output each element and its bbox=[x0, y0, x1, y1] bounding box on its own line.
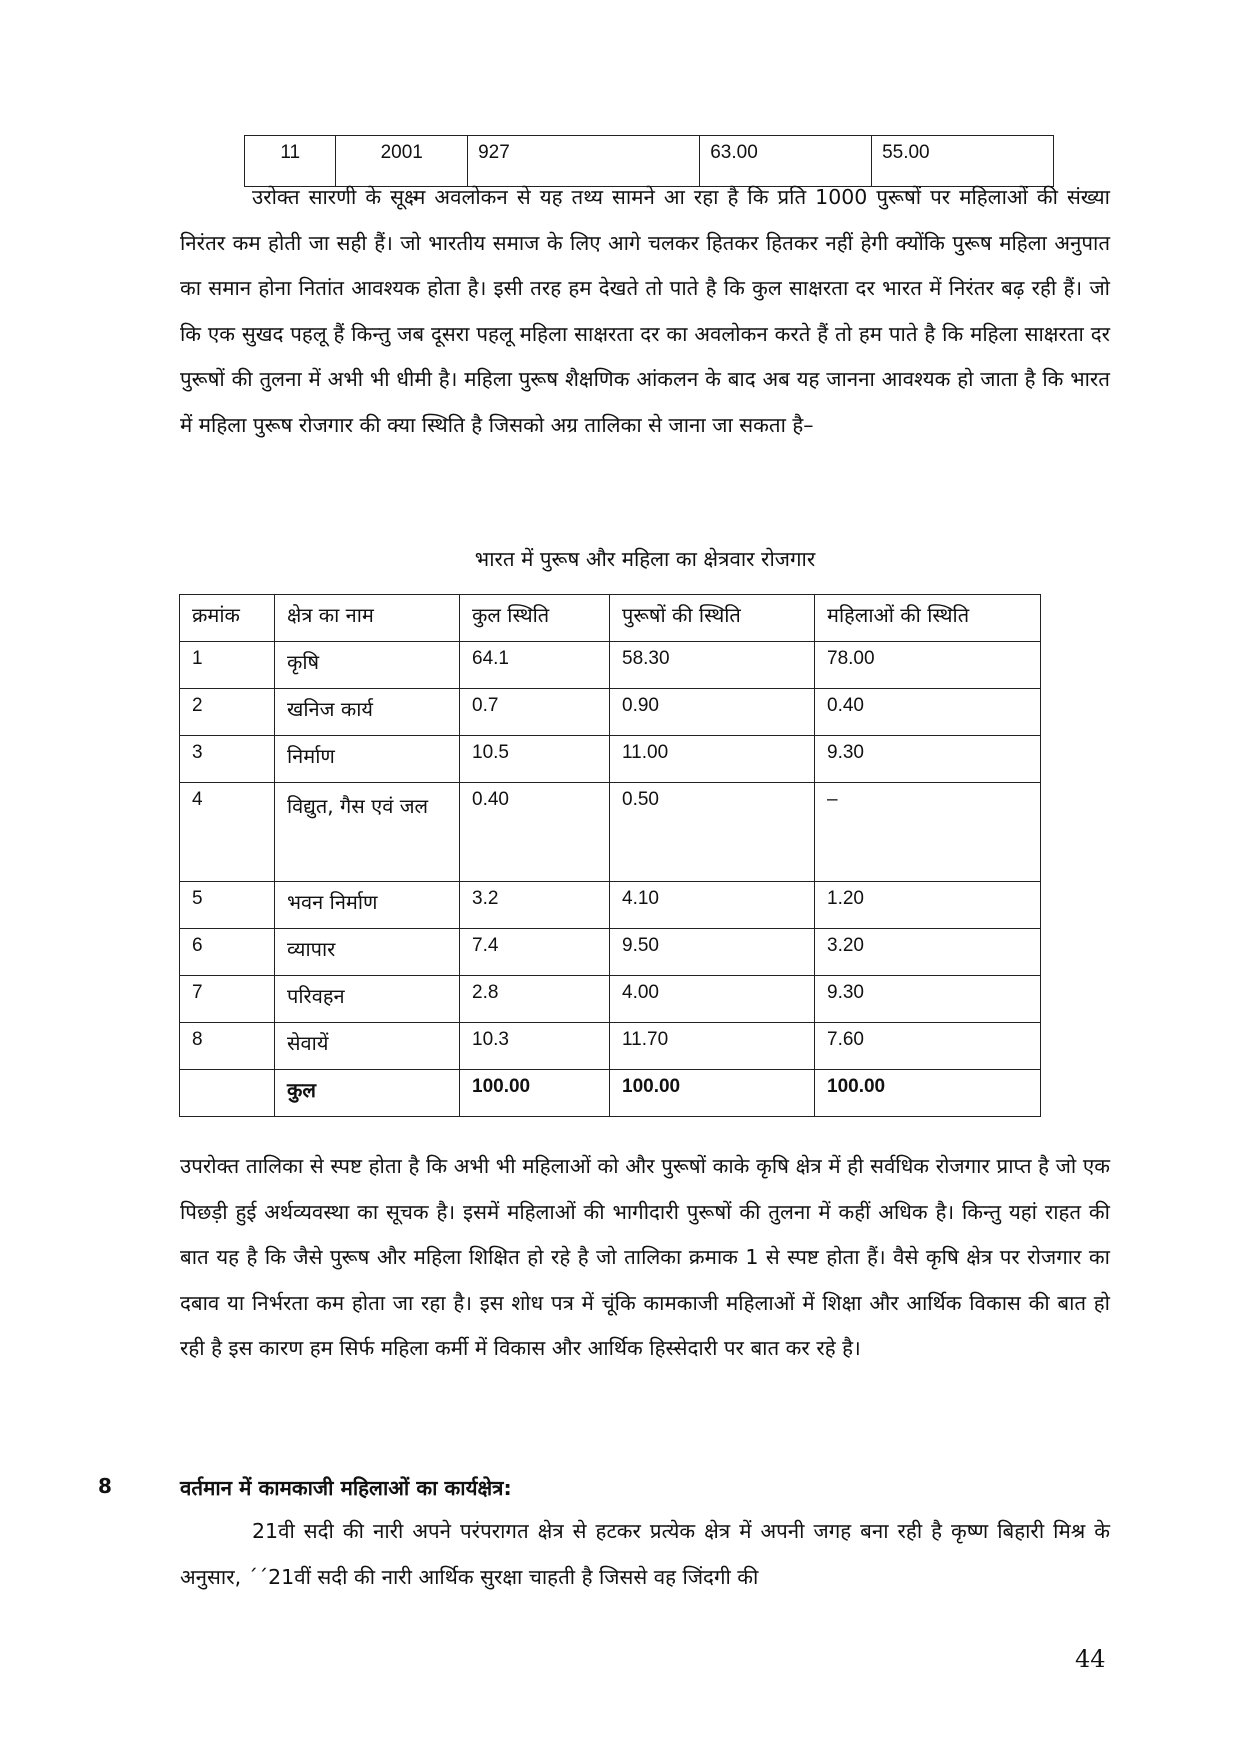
table-cell: 4.10 bbox=[610, 882, 815, 929]
table-cell: 0.40 bbox=[460, 783, 610, 882]
table-cell: 0.90 bbox=[610, 689, 815, 736]
table-cell: 100.00 bbox=[460, 1070, 610, 1117]
section-heading: वर्तमान में कामकाजी महिलाओं का कार्यक्षेत्र: bbox=[180, 1476, 512, 1500]
table-row bbox=[180, 783, 1041, 882]
table-cell: 7.60 bbox=[815, 1023, 1041, 1070]
table-cell: 100.00 bbox=[610, 1070, 815, 1117]
table-cell bbox=[180, 1070, 275, 1117]
table-caption: भारत में पुरूष और महिला का क्षेत्रवार रोजगार bbox=[474, 547, 816, 571]
page-number: 44 bbox=[1075, 1645, 1106, 1673]
table-row bbox=[180, 642, 1041, 689]
table-cell: 64.1 bbox=[460, 642, 610, 689]
table-cell: 11.00 bbox=[610, 736, 815, 783]
column-header: क्रमांक bbox=[180, 595, 275, 642]
table-cell: 78.00 bbox=[815, 642, 1041, 689]
table-cell: 7.4 bbox=[460, 929, 610, 976]
table-cell: 5 bbox=[180, 882, 275, 929]
table-cell: 1 bbox=[180, 642, 275, 689]
column-header: क्षेत्र का नाम bbox=[275, 595, 460, 642]
table-cell: 58.30 bbox=[610, 642, 815, 689]
column-header: पुरूषों की स्थिति bbox=[610, 595, 815, 642]
table-cell: 3.2 bbox=[460, 882, 610, 929]
employment-table bbox=[179, 594, 1041, 1117]
table-cell: 2.8 bbox=[460, 976, 610, 1023]
table-cell: 0.40 bbox=[815, 689, 1041, 736]
table-cell: 100.00 bbox=[815, 1070, 1041, 1117]
table-cell: कृषि bbox=[275, 642, 460, 689]
table-cell: 9.30 bbox=[815, 976, 1041, 1023]
table-row bbox=[180, 689, 1041, 736]
table-cell: 1.20 bbox=[815, 882, 1041, 929]
table-cell: 11 bbox=[245, 136, 336, 187]
table-cell: 3 bbox=[180, 736, 275, 783]
table-cell bbox=[275, 783, 460, 882]
paragraph-intro: उरोक्त सारणी के सूक्ष्म अवलोकन से यह तथ्य सामने आ रहा है कि प्रति 1000 पुरूषों पर महिलाओं की संख्या निरंतर कम होती जा सही हैं। जो भारतीय समाज के लिए आगे चलकर हितकर हितकर नहीं हेगी क्योंकि पुरूष महिला अनुपात का समान होना नितांत आवश्यक होता है। इसी तरह हम देखते तो पाते है कि कुल साक्षरता दर भारत में निरंतर बढ़ रही हैं। जो कि एक सुखद पहलू हैं किन्तु जब दूसरा पहलू महिला साक्षरता दर का अवलोकन करते हैं तो हम पाते है कि महिला साक्षरता दर पुरूषों की तुलना में अभी भी धीमी है। महिला पुरूष शैक्षणिक आंकलन के बाद अब यह जानना आवश्यक हो जाता है कि भारत में महिला पुरूष रोजगार की क्या स्थिति है जिसको अग्र तालिका से जाना जा सकता है– bbox=[180, 185, 1110, 437]
column-header: कुल स्थिति bbox=[460, 595, 610, 642]
column-header: महिलाओं की स्थिति bbox=[815, 595, 1041, 642]
table-cell: 0.7 bbox=[460, 689, 610, 736]
table-cell: 4 bbox=[180, 783, 275, 882]
table-total-row bbox=[180, 1070, 1041, 1117]
table-cell: 3.20 bbox=[815, 929, 1041, 976]
table-cell: 4.00 bbox=[610, 976, 815, 1023]
table-cell: 0.50 bbox=[610, 783, 815, 882]
table-cell: भवन निर्माण bbox=[275, 882, 460, 929]
table-cell: 55.00 bbox=[872, 136, 1054, 187]
table-cell: 2001 bbox=[336, 136, 468, 187]
table-cell: 10.3 bbox=[460, 1023, 610, 1070]
table-cell: खनिज कार्य bbox=[275, 689, 460, 736]
table-cell: कुल bbox=[275, 1070, 460, 1117]
table-cell: निर्माण bbox=[275, 736, 460, 783]
table-cell: – bbox=[815, 783, 1041, 882]
table-cell: 10.5 bbox=[460, 736, 610, 783]
table-cell: सेवायें bbox=[275, 1023, 460, 1070]
table-cell: 6 bbox=[180, 929, 275, 976]
table-row bbox=[180, 882, 1041, 929]
table-cell: 9.50 bbox=[610, 929, 815, 976]
table-cell: 2 bbox=[180, 689, 275, 736]
paragraph-section-body: 21वी सदी की नारी अपने परंपरागत क्षेत्र से हटकर प्रत्येक क्षेत्र में अपनी जगह बना रही है कृष्ण बिहारी मिश्र के अनुसार, ´´21वीं सदी की नारी आर्थिक सुरक्षा चाहती है जिससे वह जिंदगी की bbox=[180, 1519, 1110, 1589]
section-number: 8 bbox=[98, 1474, 112, 1498]
table-cell: 11.70 bbox=[610, 1023, 815, 1070]
table-header-row bbox=[180, 595, 1041, 642]
table-cell: व्यापार bbox=[275, 929, 460, 976]
table-cell: परिवहन bbox=[275, 976, 460, 1023]
table-row bbox=[180, 929, 1041, 976]
sector-name: विद्युत, गैस एवं जल bbox=[287, 794, 429, 818]
table-cell: 8 bbox=[180, 1023, 275, 1070]
table-row bbox=[180, 1023, 1041, 1070]
table-row bbox=[180, 736, 1041, 783]
table-cell: 7 bbox=[180, 976, 275, 1023]
table-cell: 63.00 bbox=[700, 136, 872, 187]
table-row bbox=[180, 976, 1041, 1023]
table-cell: 9.30 bbox=[815, 736, 1041, 783]
table-cell: 927 bbox=[468, 136, 700, 187]
paragraph-analysis: उपरोक्त तालिका से स्पष्ट होता है कि अभी भी महिलाओं को और पुरूषों काके कृषि क्षेत्र में ही सर्वधिक रोजगार प्राप्त है जो एक पिछड़ी हुई अर्थव्यवस्था का सूचक है। इसमें महिलाओं की भागीदारी पुरूषों की तुलना में कहीं अधिक है। किन्तु यहां राहत की बात यह है कि जैसे पुरूष और महिला शिक्षित हो रहे है जो तालिका क्रमाक 1 से स्पष्ट होता हैं। वैसे कृषि क्षेत्र पर रोजगार का दबाव या निर्भरता कम होता जा रहा है। इस शोध पत्र में चूंकि कामकाजी महिलाओं में शिक्षा और आर्थिक विकास की बात हो रही है इस कारण हम सिर्फ महिला कर्मी में विकास और आर्थिक हिस्सेदारी पर बात कर रहे है। bbox=[180, 1154, 1110, 1360]
